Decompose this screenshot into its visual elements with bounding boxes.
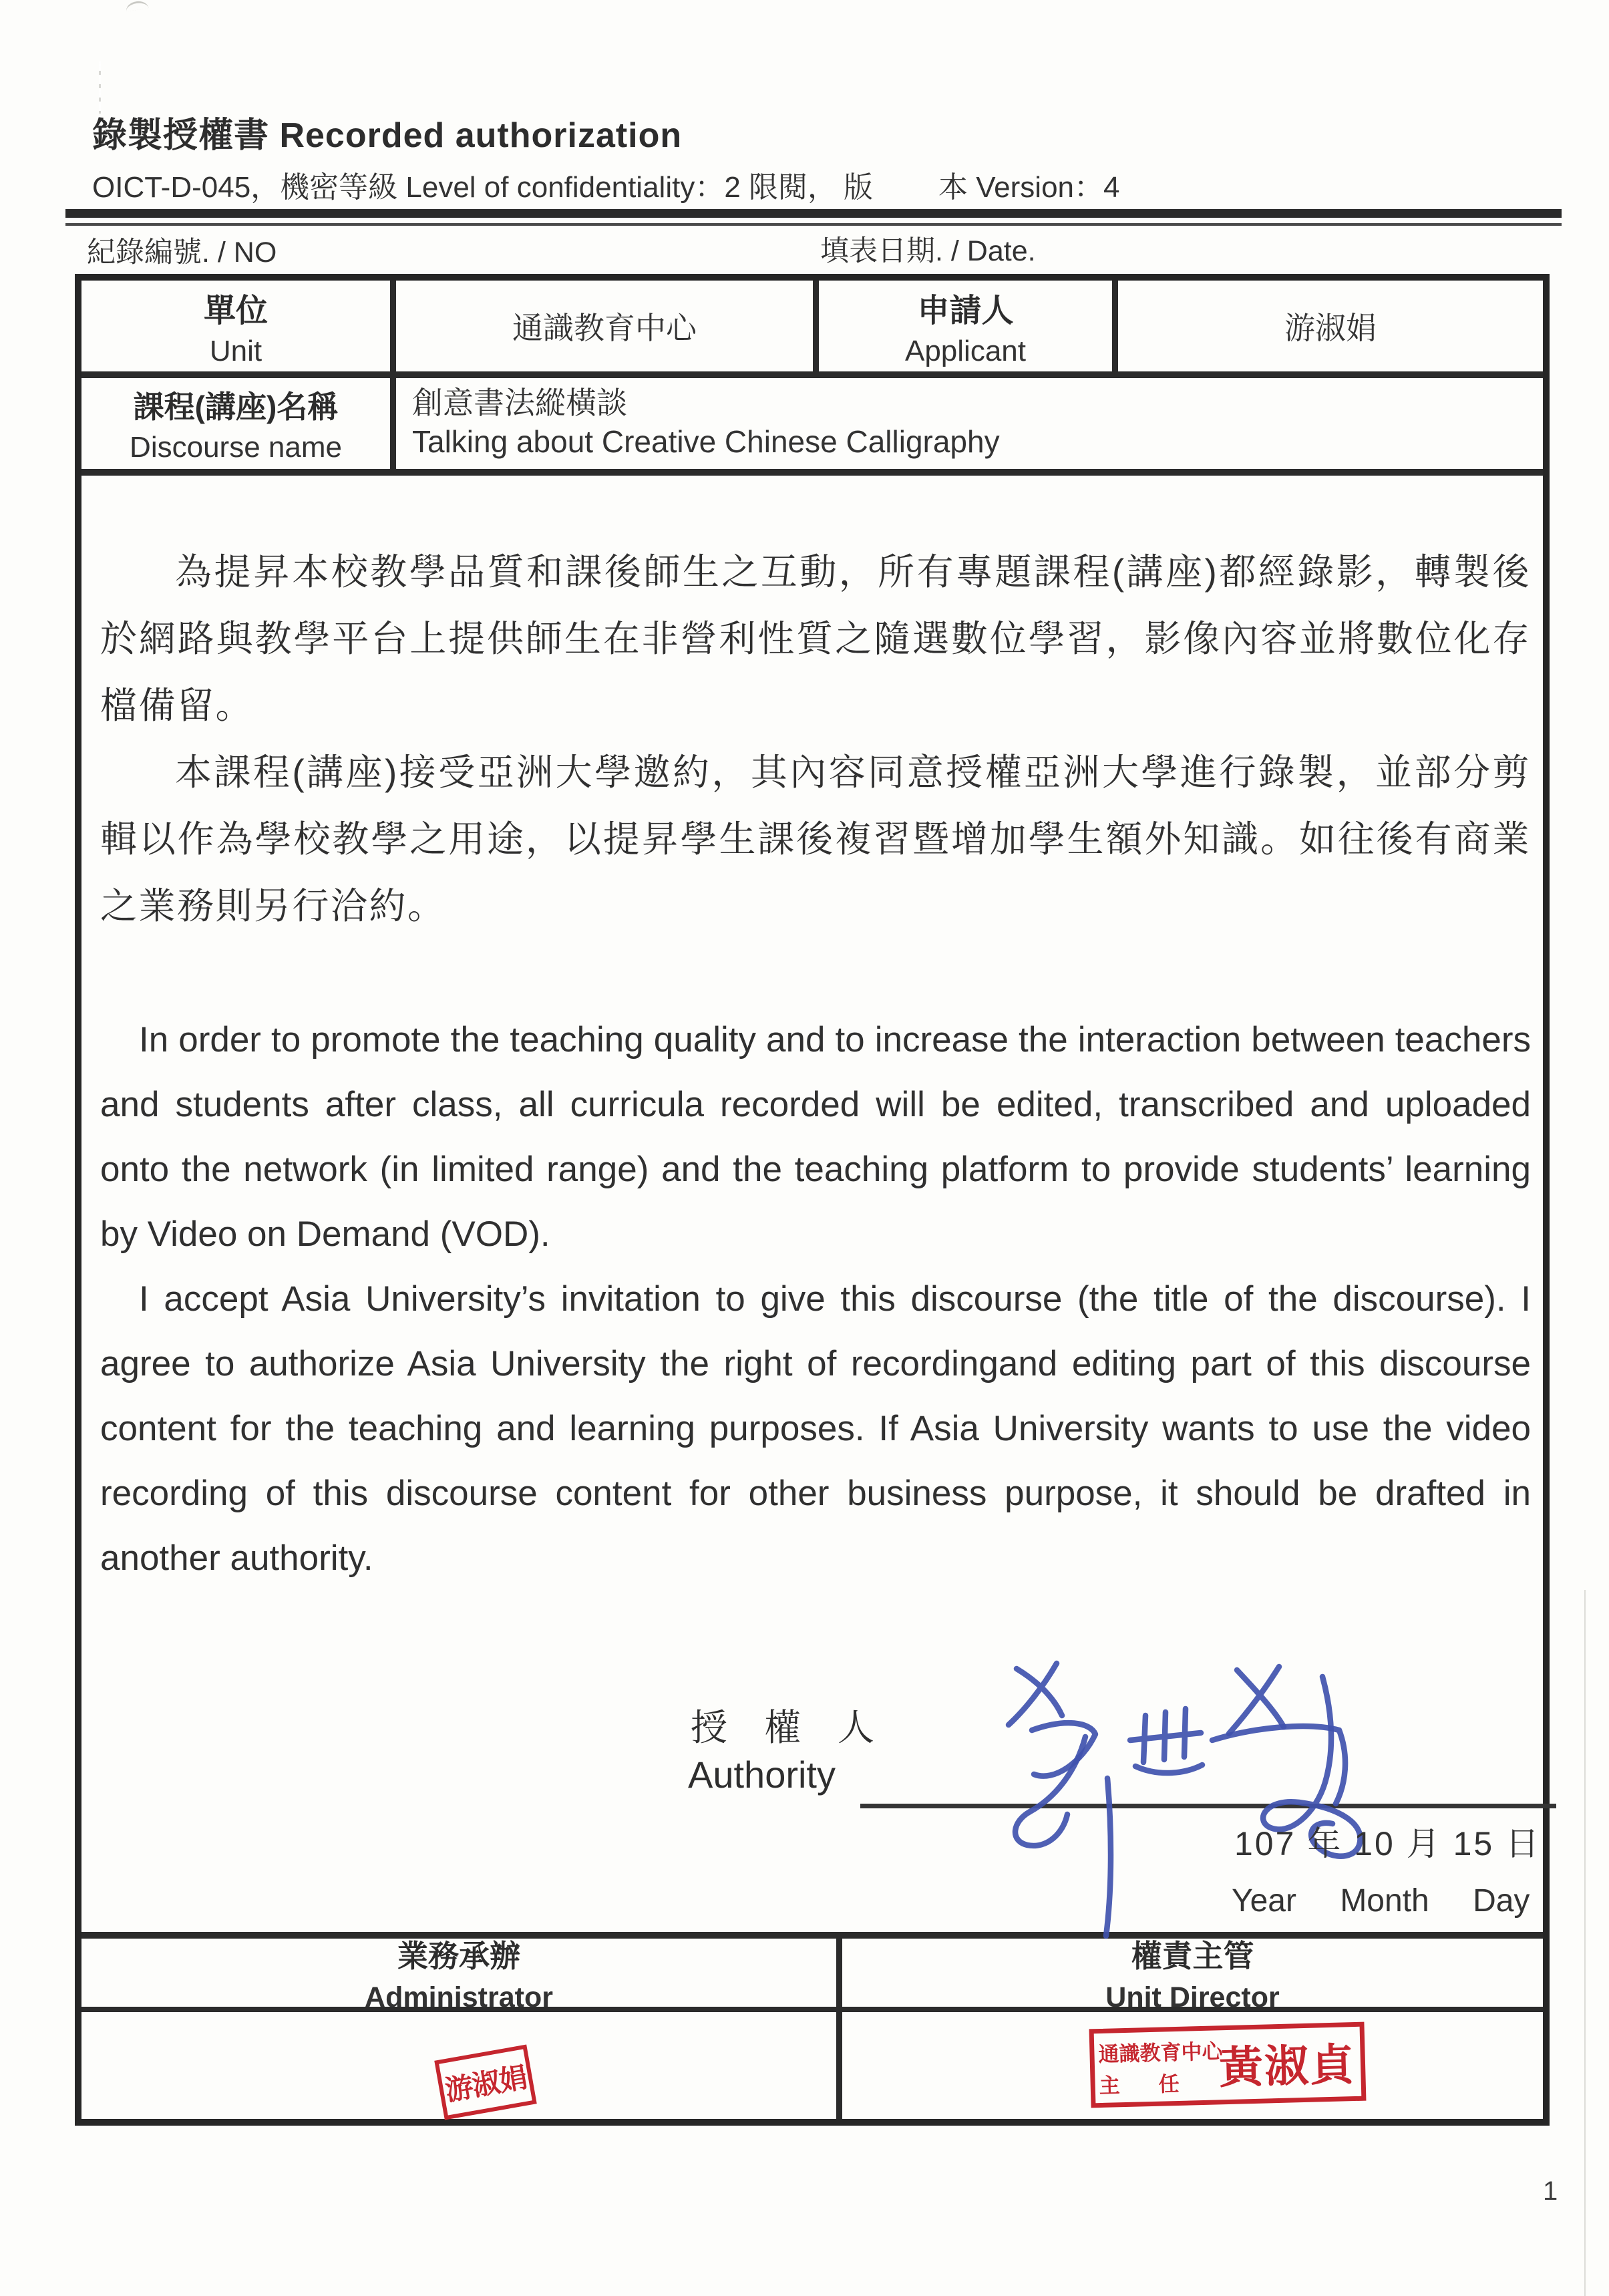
- unit-director-label-en: Unit Director: [1105, 1981, 1280, 2013]
- table-line: [836, 1932, 842, 2119]
- applicant-value: 游淑娟: [1284, 311, 1377, 345]
- fill-date-label: 填表日期. / Date.: [820, 235, 1036, 267]
- discourse-value-cell: [412, 383, 1534, 461]
- administrator-label-en: Administrator: [365, 1981, 553, 2013]
- discourse-label-zh: 課程(講座)名稱: [133, 389, 339, 424]
- discourse-value-zh: 創意書法縱橫談: [412, 385, 627, 420]
- agreement-body: [100, 538, 1531, 1591]
- table-line: [1112, 281, 1118, 371]
- page-number: 1: [1543, 2176, 1558, 2206]
- unit-value: 通識教育中心: [512, 311, 697, 345]
- version-label-rest: 本 Version：4: [938, 171, 1120, 204]
- agreement-paragraph-en-1: In order to promote the teaching quality and to increase the interaction between teachers and students after class, all curricula recorded will be edited, transcribed and uploaded onto the network (in limited range) and the teaching platform to provide students’ learning by Video on Demand (VOD).: [100, 1020, 1531, 1254]
- scan-artifact: [125, 0, 148, 11]
- unit-director-label-zh: 權責主管: [1131, 1938, 1254, 1973]
- applicant-label-cell: [819, 281, 1112, 371]
- document-meta-line: [92, 163, 1120, 206]
- table-line: [390, 281, 396, 476]
- unit-value-cell: [396, 281, 813, 371]
- director-stamp-name: 黃淑貞: [1218, 2039, 1356, 2092]
- applicant-label-en: Applicant: [904, 334, 1026, 367]
- record-number-label: 紀錄編號. / NO: [87, 236, 277, 269]
- scan-artifact: [99, 61, 101, 114]
- applicant-label-zh: 申請人: [917, 293, 1014, 329]
- unit-label-zh: 單位: [203, 293, 268, 329]
- page-title: 錄製授權書 Recorded authorization: [92, 116, 683, 155]
- unit-director-header-cell: [842, 1938, 1543, 2013]
- administrator-label-zh: 業務承辦: [397, 1938, 520, 1973]
- director-stamp-role-right: 任: [1158, 2072, 1180, 2096]
- agreement-paragraph-zh-1: 為提昇本校教學品質和課後師生之互動，所有專題課程(講座)都經錄影，轉製後於網路與教學平台上提供師生在非營利性質之隨選數位學習，影像內容並將數位化存檔備留。: [100, 551, 1531, 726]
- table-line: [81, 469, 1543, 476]
- header-divider-thin: [65, 223, 1562, 226]
- discourse-label-cell: [81, 378, 390, 469]
- administrator-stamp: [434, 2045, 537, 2120]
- director-stamp-unit: 通識教育中心: [1098, 2039, 1223, 2067]
- signature-date: 107 年 10 月 15 日: [1234, 1825, 1542, 1862]
- version-label-zh: 版: [844, 171, 874, 204]
- applicant-value-cell: [1118, 281, 1543, 371]
- administrator-stamp-name: 游淑娟: [442, 2061, 530, 2107]
- doc-code-confidentiality: OICT-D-045，機密等級 Level of confidentiality：2 限閱，: [92, 171, 838, 204]
- agreement-paragraph-en-2: I accept Asia University’s invitation to give this discourse (the title of the discourse). I agree to authorize Asia University the right of recordingand editing part of this discourse content for the teaching and learning purposes. If Asia University wants to use the video recording of this discourse content for other business purpose, it should be drafted in another authority.: [100, 1279, 1531, 1578]
- form-table: [75, 274, 1550, 2126]
- director-stamp-unit-role: [1098, 2034, 1223, 2099]
- unit-director-stamp: [1089, 2022, 1367, 2108]
- administrator-header-cell: [81, 1938, 836, 2013]
- table-line: [81, 371, 1543, 378]
- director-stamp-role-left: 主: [1099, 2074, 1121, 2098]
- discourse-label-en: Discourse name: [130, 431, 342, 464]
- scan-edge-line: [1584, 1590, 1586, 2296]
- authority-label-en: Authority: [688, 1754, 836, 1796]
- unit-label-cell: [81, 281, 390, 371]
- agreement-paragraph-zh-2: 本課程(講座)接受亞洲大學邀約，其內容同意授權亞洲大學進行錄製，並部分剪輯以作為學校教學之用途，以提昇學生課後複習暨增加學生額外知識。如往後有商業之業務則另行洽約。: [100, 752, 1531, 927]
- discourse-value-en: Talking about Creative Chinese Calligraphy: [412, 424, 1000, 459]
- header-divider-thick: [65, 209, 1562, 218]
- authority-label-zh: 授 權 人: [691, 1707, 875, 1748]
- director-stamp-role: [1099, 2067, 1180, 2099]
- unit-label-en: Unit: [209, 334, 262, 367]
- table-line: [813, 281, 819, 371]
- signature-date-units: Year Month Day: [1232, 1883, 1530, 1919]
- table-line: [81, 2007, 1543, 2012]
